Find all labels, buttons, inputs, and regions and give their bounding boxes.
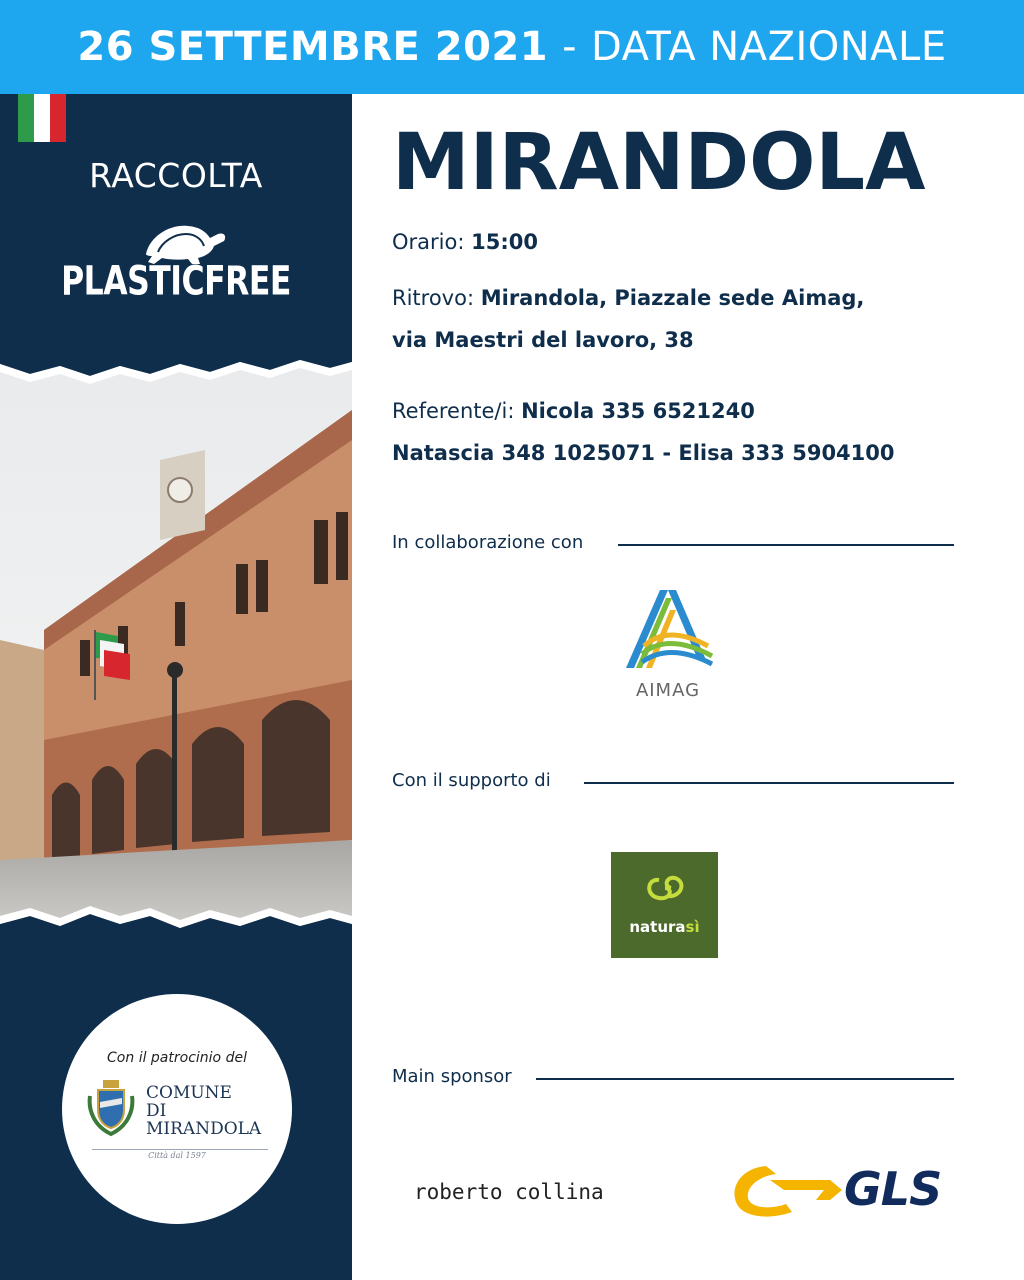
naturasi-name xyxy=(611,918,718,936)
gls-logo xyxy=(730,1160,950,1222)
comune-founding: Città dal 1597 xyxy=(148,1151,206,1160)
town-hall-photo xyxy=(0,340,352,948)
collaborazione-label: In collaborazione con xyxy=(392,532,584,553)
referente-label: Referente/i: xyxy=(392,399,515,423)
comune-name xyxy=(146,1084,286,1138)
left-panel xyxy=(0,94,352,1280)
event-date: 26 SETTEMBRE 2021 xyxy=(77,24,549,70)
gls-name: GLS xyxy=(844,1162,942,1216)
comune-crest-icon xyxy=(86,1076,136,1138)
supporto-label: Con il supporto di xyxy=(392,770,551,791)
orario-value: 15:00 xyxy=(471,230,538,254)
ritrovo-row xyxy=(392,286,864,310)
national-date-label: DATA NAZIONALE xyxy=(591,24,947,70)
roberto-collina-logo: roberto collina xyxy=(414,1180,604,1204)
naturasi-si: sì xyxy=(685,918,700,936)
gls-swoosh-icon xyxy=(730,1160,850,1222)
top-banner xyxy=(0,0,1024,94)
comune-divider xyxy=(92,1149,268,1150)
aimag-logo xyxy=(608,584,728,704)
referente-others: Natascia 348 1025071 - Elisa 333 5904100 xyxy=(392,441,895,465)
sponsor-label: Main sponsor xyxy=(392,1066,512,1087)
italian-flag-icon xyxy=(18,94,66,142)
referente-nicola: Nicola 335 6521240 xyxy=(521,399,755,423)
patrocinio-label: Con il patrocinio del xyxy=(107,1050,247,1066)
banner-separator: - xyxy=(562,24,578,70)
sponsor-divider xyxy=(536,1078,954,1080)
ritrovo-address: via Maestri del lavoro, 38 xyxy=(392,328,694,352)
referente-row xyxy=(392,399,755,423)
naturasi-logo xyxy=(611,852,718,958)
patrocinio-badge xyxy=(62,994,292,1224)
ritrovo-label: Ritrovo: xyxy=(392,286,475,310)
comune-line-1: COMUNE xyxy=(146,1083,232,1103)
orario-label: Orario: xyxy=(392,230,465,254)
aimag-mark-icon xyxy=(608,584,728,680)
raccolta-label: RACCOLTA xyxy=(89,156,263,195)
comune-line-3: MIRANDOLA xyxy=(146,1119,262,1139)
naturasi-leaf-icon xyxy=(611,852,718,918)
ritrovo-value: Mirandola, Piazzale sede Aimag, xyxy=(480,286,865,310)
plasticfree-logo: PLASTICFREE xyxy=(61,259,291,305)
city-title: MIRANDOLA xyxy=(392,118,926,208)
collaborazione-divider xyxy=(618,544,954,546)
aimag-name: AIMAG xyxy=(635,680,701,701)
comune-line-2: DI xyxy=(146,1101,167,1121)
orario-row xyxy=(392,230,538,254)
naturasi-natura: natura xyxy=(629,918,686,936)
supporto-divider xyxy=(584,782,954,784)
